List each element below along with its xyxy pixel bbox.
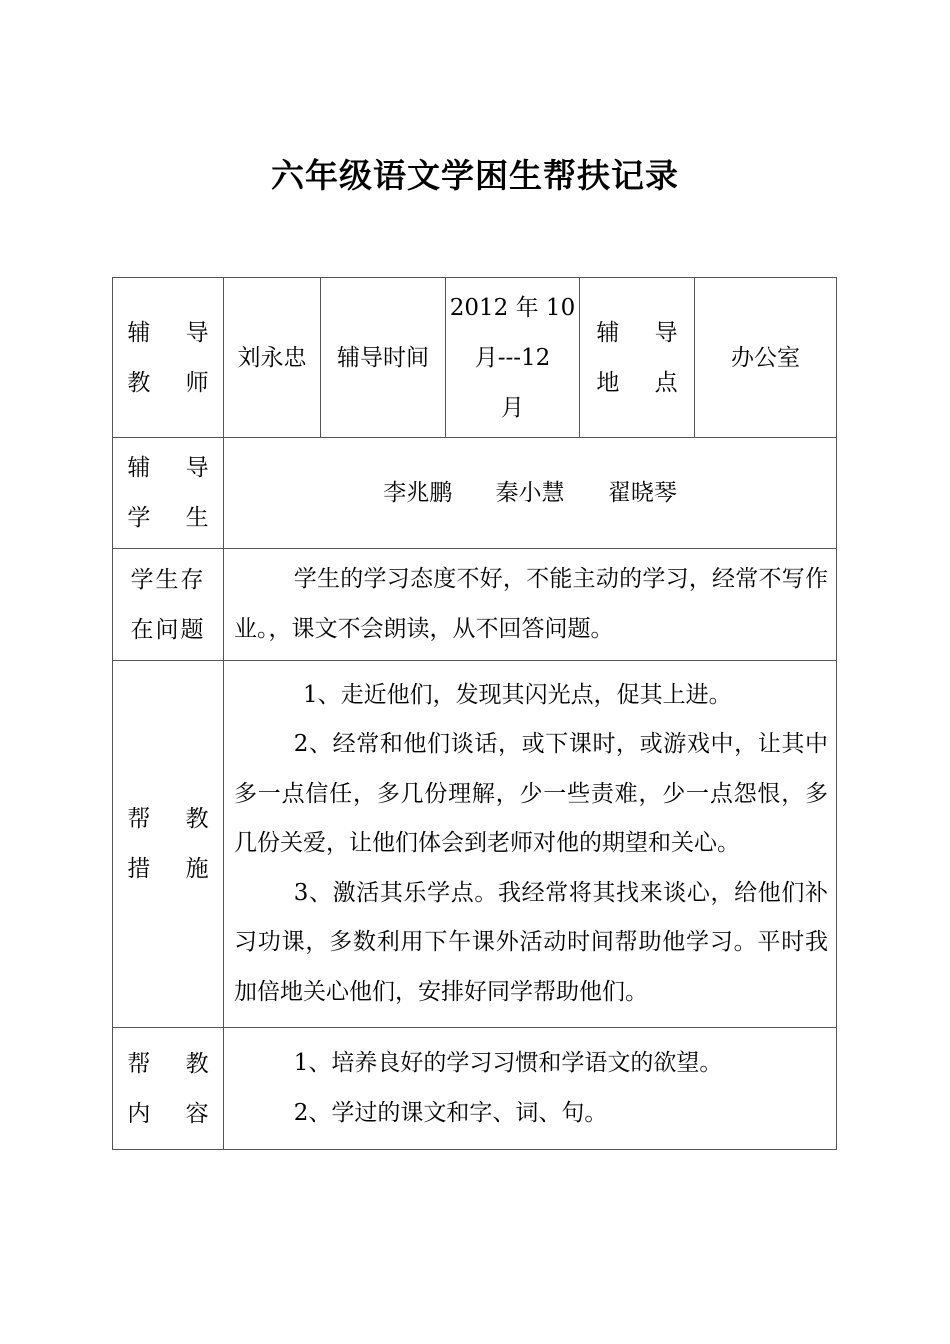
measure-item: 3、激活其乐学点。我经常将其找来谈心，给他们补习功课，多数利用下午课外活动时间帮助他学习。平时我加倍地关心他们，安排好同学帮助他们。 bbox=[234, 879, 828, 1005]
student-name: 翟晓琴 bbox=[607, 480, 677, 506]
time-value-line1: 2012 年 10 bbox=[449, 294, 576, 321]
students-label-line2: 学 生 bbox=[127, 505, 223, 531]
students-list bbox=[224, 438, 837, 549]
table-row-measures bbox=[113, 661, 837, 1028]
place-label-line2: 地 点 bbox=[596, 369, 692, 396]
time-value-line3: 月 bbox=[501, 394, 524, 421]
content-items-cell bbox=[224, 1028, 837, 1150]
problems-text: 学生的学习态度不好，不能主动的学习，经常不写作业。，课文不会朗读，从不回答问题。 bbox=[234, 566, 828, 642]
record-table bbox=[112, 277, 837, 1150]
problems-label-line1: 学生存 bbox=[130, 566, 206, 593]
student-name: 李兆鹏 bbox=[383, 480, 453, 506]
time-label: 辅导时间 bbox=[321, 278, 446, 438]
content-item: 2、学过的课文和字、词、句。 bbox=[293, 1099, 608, 1126]
content-item: 1、培养良好的学习习惯和学语文的欲望。 bbox=[293, 1050, 723, 1076]
content-label-line1: 帮 教 bbox=[127, 1050, 223, 1077]
students-label-line1: 辅 导 bbox=[127, 455, 223, 481]
measure-item: 2、经常和他们谈话，或下课时，或游戏中，让其中多一点信任，多几份理解，少一些责难，少一点怨恨，多几份关爱，让他们体会到老师对他的期望和关心。 bbox=[234, 731, 828, 857]
teacher-name: 刘永忠 bbox=[224, 278, 321, 438]
problems-label-cell bbox=[113, 549, 224, 661]
measures-label-line2: 措 施 bbox=[127, 856, 223, 882]
teacher-label-line2: 教 师 bbox=[127, 369, 223, 396]
table-row-content bbox=[113, 1028, 837, 1150]
measures-content-cell bbox=[224, 661, 837, 1028]
place-value: 办公室 bbox=[695, 278, 837, 438]
students-label-cell bbox=[113, 438, 224, 549]
time-value-line2: 月---12 bbox=[474, 344, 551, 371]
measure-item: 1、走近他们，发现其闪光点，促其上进。 bbox=[303, 681, 732, 708]
content-label-line2: 内 容 bbox=[127, 1100, 223, 1127]
place-label-line1: 辅 导 bbox=[596, 319, 692, 346]
place-label-cell bbox=[580, 278, 695, 438]
measures-label-line1: 帮 教 bbox=[127, 806, 223, 832]
measures-label-cell bbox=[113, 661, 224, 1028]
content-label-cell bbox=[113, 1028, 224, 1150]
teacher-label-cell bbox=[113, 278, 224, 438]
table-row-teacher bbox=[113, 278, 837, 438]
problems-content-cell bbox=[224, 549, 837, 661]
problems-label-line2: 在问题 bbox=[130, 616, 206, 643]
table-row-problems bbox=[113, 549, 837, 661]
table-row-students bbox=[113, 438, 837, 549]
page-title: 六年级语文学困生帮扶记录 bbox=[271, 156, 679, 195]
time-value-cell bbox=[446, 278, 580, 438]
student-name: 秦小慧 bbox=[495, 480, 565, 506]
teacher-label-line1: 辅 导 bbox=[127, 319, 223, 346]
